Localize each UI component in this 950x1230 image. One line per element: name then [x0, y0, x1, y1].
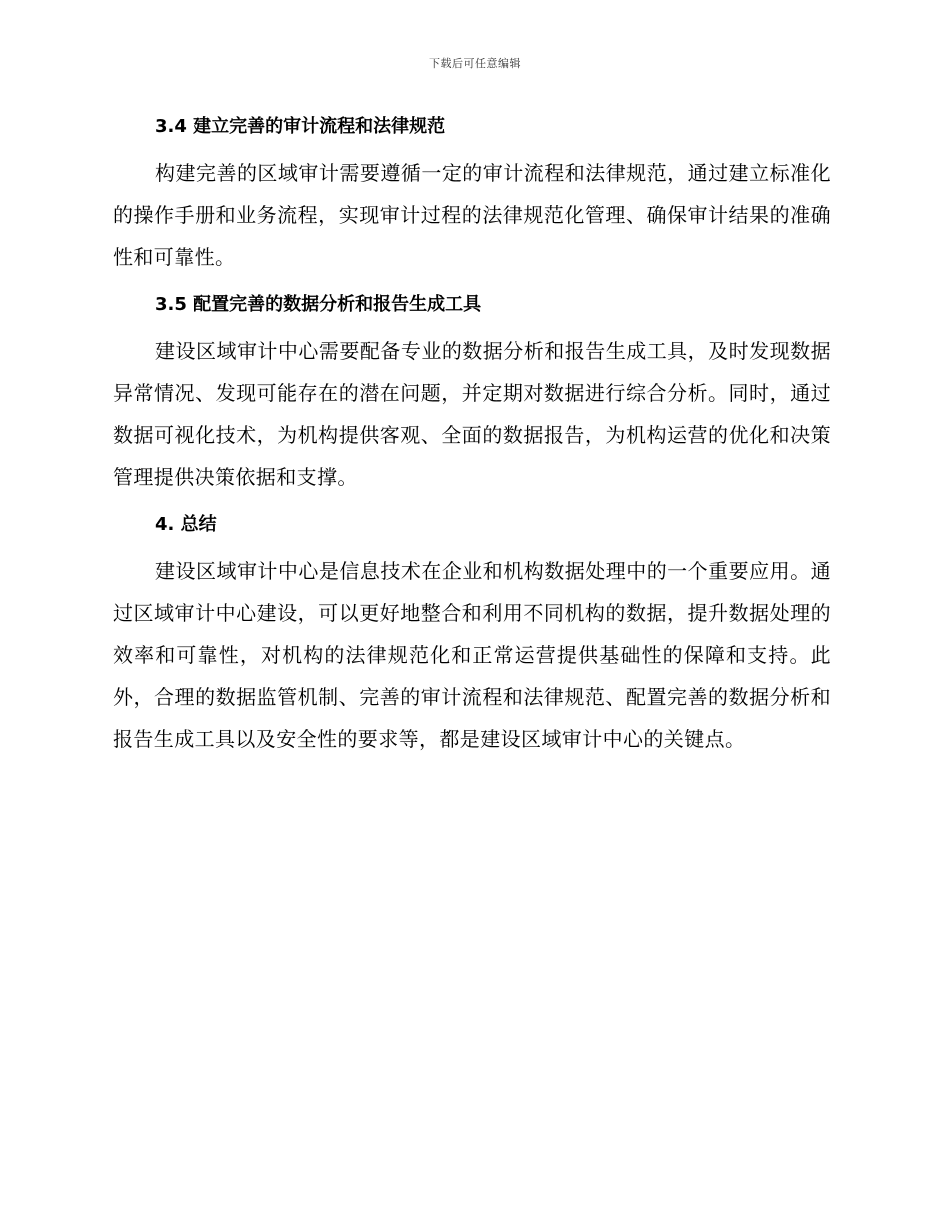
section-heading: 4. 总结: [155, 514, 217, 535]
section-heading: 3.4 建立完善的审计流程和法律规范: [155, 116, 446, 137]
section-heading: 3.5 配置完善的数据分析和报告生成工具: [155, 294, 482, 315]
header-note: 下载后可任意编辑: [429, 57, 521, 70]
section-3-5: [113, 286, 831, 498]
section-paragraph: 建设区域审计中心需要配备专业的数据分析和报告生成工具，及时发现数据异常情况、发现可能存在的潜在问题，并定期对数据进行综合分析。同时，通过数据可视化技术，为机构提供客观、全面的数据报告，为机构运营的优化和决策管理提供决策依据和支撑。: [113, 339, 831, 489]
document-body: [113, 108, 831, 760]
section-paragraph: 建设区域审计中心是信息技术在企业和机构数据处理中的一个重要应用。通过区域审计中心建设，可以更好地整合和利用不同机构的数据，提升数据处理的效率和可靠性，对机构的法律规范化和正常运营提供基础性的保障和支持。此外，合理的数据监管机制、完善的审计流程和法律规范、配置完善的数据分析和报告生成工具以及安全性的要求等，都是建设区域审计中心的关键点。: [113, 559, 831, 751]
section-4-summary: [113, 506, 831, 760]
section-3-4: [113, 108, 831, 278]
section-paragraph: 构建完善的区域审计需要遵循一定的审计流程和法律规范，通过建立标准化的操作手册和业务流程，实现审计过程的法律规范化管理、确保审计结果的准确性和可靠性。: [113, 161, 831, 269]
